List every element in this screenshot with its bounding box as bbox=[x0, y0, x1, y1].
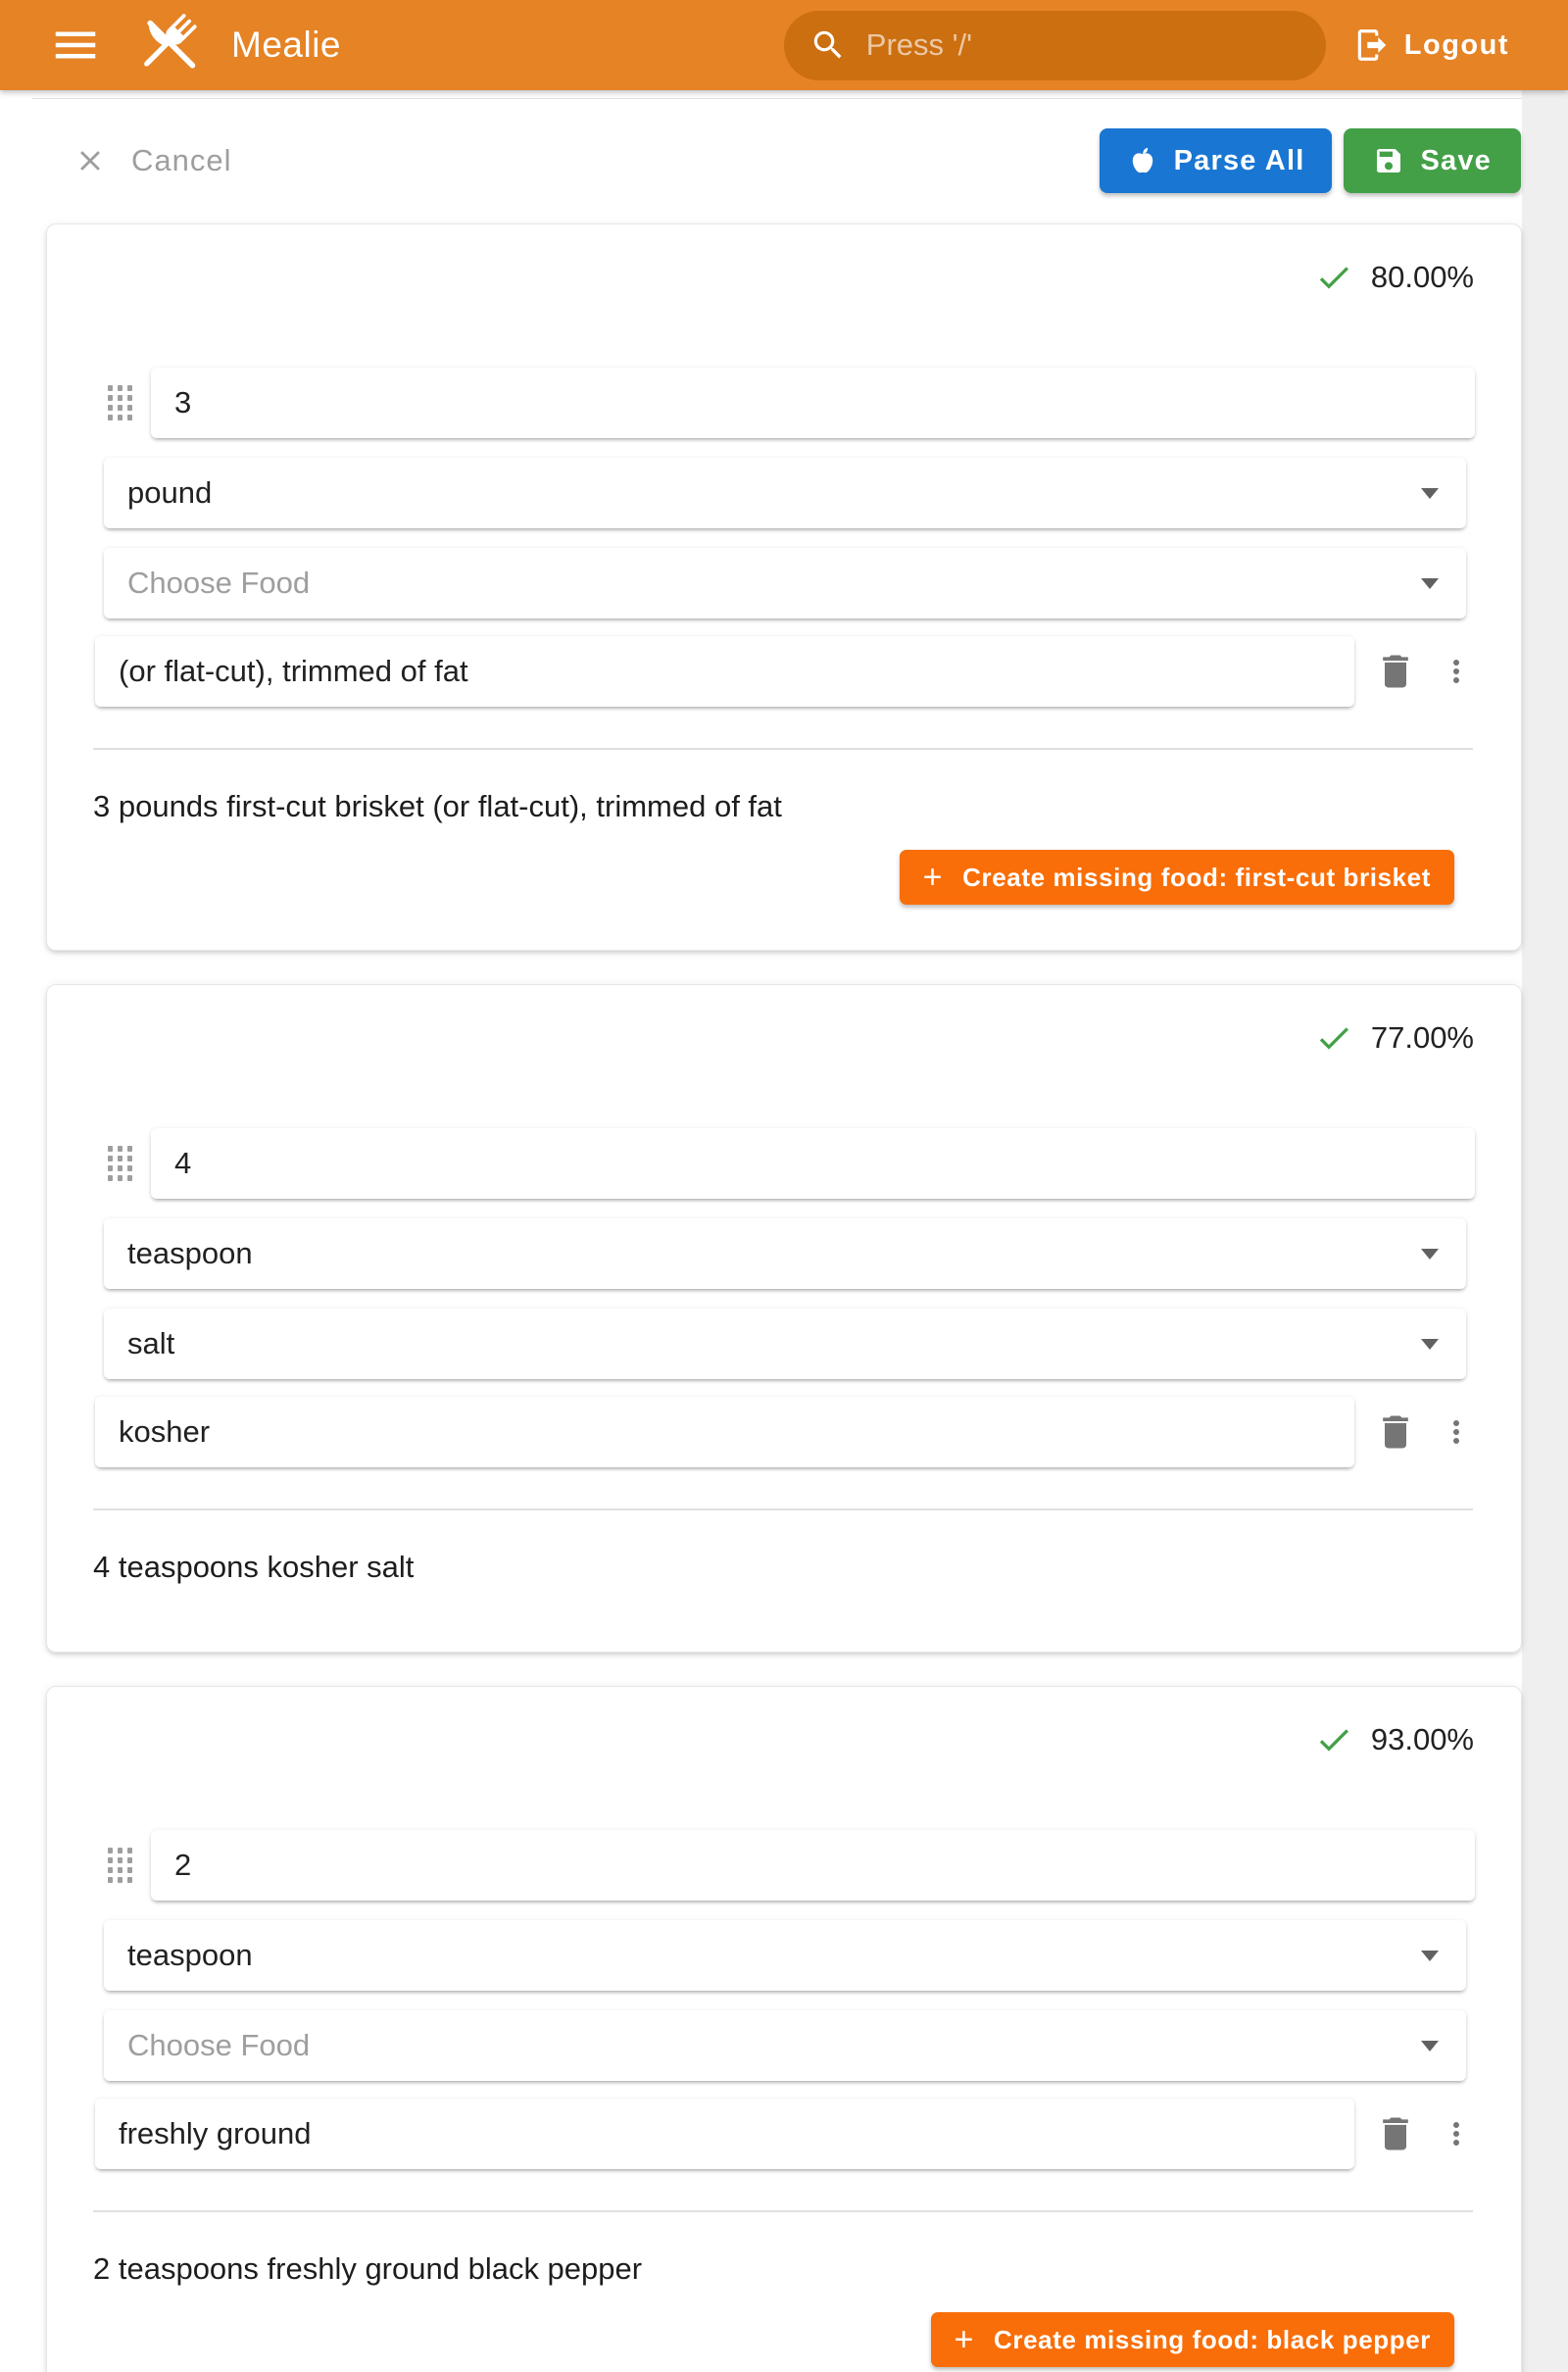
parse-all-label: Parse All bbox=[1173, 144, 1305, 176]
delete-button[interactable] bbox=[1374, 1410, 1417, 1454]
quantity-input[interactable] bbox=[151, 1830, 1475, 1901]
trash-icon bbox=[1374, 1410, 1417, 1454]
create-food-row bbox=[93, 850, 1454, 905]
food-select[interactable] bbox=[104, 2010, 1466, 2081]
logout-button[interactable] bbox=[1353, 26, 1509, 64]
quantity-row bbox=[108, 1128, 1475, 1199]
more-options-button[interactable] bbox=[1439, 1414, 1474, 1450]
ingredient-card-3 bbox=[46, 1686, 1522, 2372]
create-food-row bbox=[93, 2312, 1454, 2367]
note-input[interactable] bbox=[95, 636, 1354, 707]
card-divider bbox=[93, 748, 1473, 750]
card-divider bbox=[93, 1508, 1473, 1510]
original-ingredient-text: 2 teaspoons freshly ground black pepper bbox=[93, 2251, 643, 2286]
create-missing-food-label: Create missing food: first-cut brisket bbox=[962, 862, 1431, 892]
food-select[interactable] bbox=[104, 1309, 1466, 1379]
check-icon bbox=[1314, 1018, 1353, 1058]
save-button[interactable] bbox=[1344, 128, 1521, 193]
quantity-row bbox=[108, 368, 1475, 438]
plus-icon: + bbox=[954, 2321, 974, 2358]
ingredient-card-2 bbox=[46, 984, 1522, 1653]
confidence-value: 80.00% bbox=[1370, 260, 1474, 294]
food-select[interactable] bbox=[104, 548, 1466, 618]
note-input[interactable] bbox=[95, 1397, 1354, 1467]
trash-icon bbox=[1374, 2112, 1417, 2155]
confidence-value: 93.00% bbox=[1370, 1722, 1474, 1756]
parse-all-button[interactable] bbox=[1100, 128, 1333, 193]
unit-select[interactable] bbox=[104, 1920, 1466, 1991]
delete-button[interactable] bbox=[1374, 650, 1417, 693]
create-missing-food-label: Create missing food: black pepper bbox=[993, 2324, 1431, 2354]
kebab-menu-icon bbox=[1439, 1414, 1474, 1450]
chevron-down-icon bbox=[1421, 578, 1439, 589]
chevron-down-icon bbox=[1421, 1339, 1439, 1350]
delete-button[interactable] bbox=[1374, 2112, 1417, 2155]
cancel-label: Cancel bbox=[131, 143, 232, 177]
note-row bbox=[95, 636, 1474, 707]
search-input[interactable] bbox=[784, 11, 1326, 80]
confidence-row bbox=[94, 258, 1474, 297]
quantity-input[interactable] bbox=[151, 1128, 1475, 1199]
plus-icon: + bbox=[922, 859, 944, 896]
chevron-down-icon bbox=[1421, 488, 1439, 499]
note-input[interactable] bbox=[95, 2099, 1354, 2169]
unit-select[interactable] bbox=[104, 1218, 1466, 1289]
parser-toolbar bbox=[0, 128, 1521, 193]
kebab-menu-icon bbox=[1439, 2116, 1474, 2151]
food-placeholder: Choose Food bbox=[127, 2028, 311, 2062]
note-row bbox=[95, 1397, 1474, 1467]
chevron-down-icon bbox=[1421, 2041, 1439, 2051]
drag-handle-icon[interactable] bbox=[108, 1146, 132, 1181]
original-ingredient-text: 3 pounds first-cut brisket (or flat-cut), trimmed of fat bbox=[93, 789, 782, 823]
mealie-logo-icon bbox=[131, 6, 210, 84]
confidence-row bbox=[94, 1720, 1474, 1759]
create-missing-food-button[interactable] bbox=[900, 850, 1454, 905]
app-bar bbox=[0, 0, 1568, 90]
ingredient-parser-page bbox=[0, 98, 1568, 2372]
chevron-down-icon bbox=[1421, 1249, 1439, 1260]
more-options-button[interactable] bbox=[1439, 654, 1474, 689]
menu-icon[interactable] bbox=[49, 19, 102, 72]
unit-select[interactable] bbox=[104, 458, 1466, 528]
quantity-row bbox=[108, 1830, 1475, 1901]
check-icon bbox=[1314, 258, 1353, 297]
search-placeholder: Press '/' bbox=[865, 27, 973, 62]
food-value: salt bbox=[127, 1326, 175, 1360]
close-icon bbox=[74, 144, 107, 177]
logout-label: Logout bbox=[1403, 28, 1509, 61]
trash-icon bbox=[1374, 650, 1417, 693]
original-ingredient-text: 4 teaspoons kosher salt bbox=[93, 1550, 415, 1584]
ingredient-card-1 bbox=[46, 223, 1522, 951]
card-divider bbox=[93, 2210, 1473, 2212]
header-divider bbox=[32, 98, 1522, 99]
create-missing-food-button[interactable] bbox=[931, 2312, 1454, 2367]
search-icon bbox=[809, 26, 847, 64]
app-title: Mealie bbox=[231, 25, 341, 65]
cancel-button[interactable] bbox=[74, 143, 232, 178]
drag-handle-icon[interactable] bbox=[108, 1848, 132, 1883]
apple-icon bbox=[1127, 145, 1158, 176]
food-placeholder: Choose Food bbox=[127, 566, 311, 600]
save-label: Save bbox=[1420, 144, 1492, 176]
confidence-value: 77.00% bbox=[1370, 1020, 1474, 1055]
note-row bbox=[95, 2099, 1474, 2169]
logout-icon bbox=[1353, 26, 1391, 64]
unit-value: teaspoon bbox=[127, 1236, 253, 1270]
quantity-input[interactable] bbox=[151, 368, 1475, 438]
check-icon bbox=[1314, 1720, 1353, 1759]
more-options-button[interactable] bbox=[1439, 2116, 1474, 2151]
save-icon bbox=[1373, 145, 1404, 176]
unit-value: pound bbox=[127, 475, 213, 510]
chevron-down-icon bbox=[1421, 1951, 1439, 1961]
unit-value: teaspoon bbox=[127, 1938, 253, 1972]
kebab-menu-icon bbox=[1439, 654, 1474, 689]
drag-handle-icon[interactable] bbox=[108, 385, 132, 420]
confidence-row bbox=[94, 1018, 1474, 1058]
